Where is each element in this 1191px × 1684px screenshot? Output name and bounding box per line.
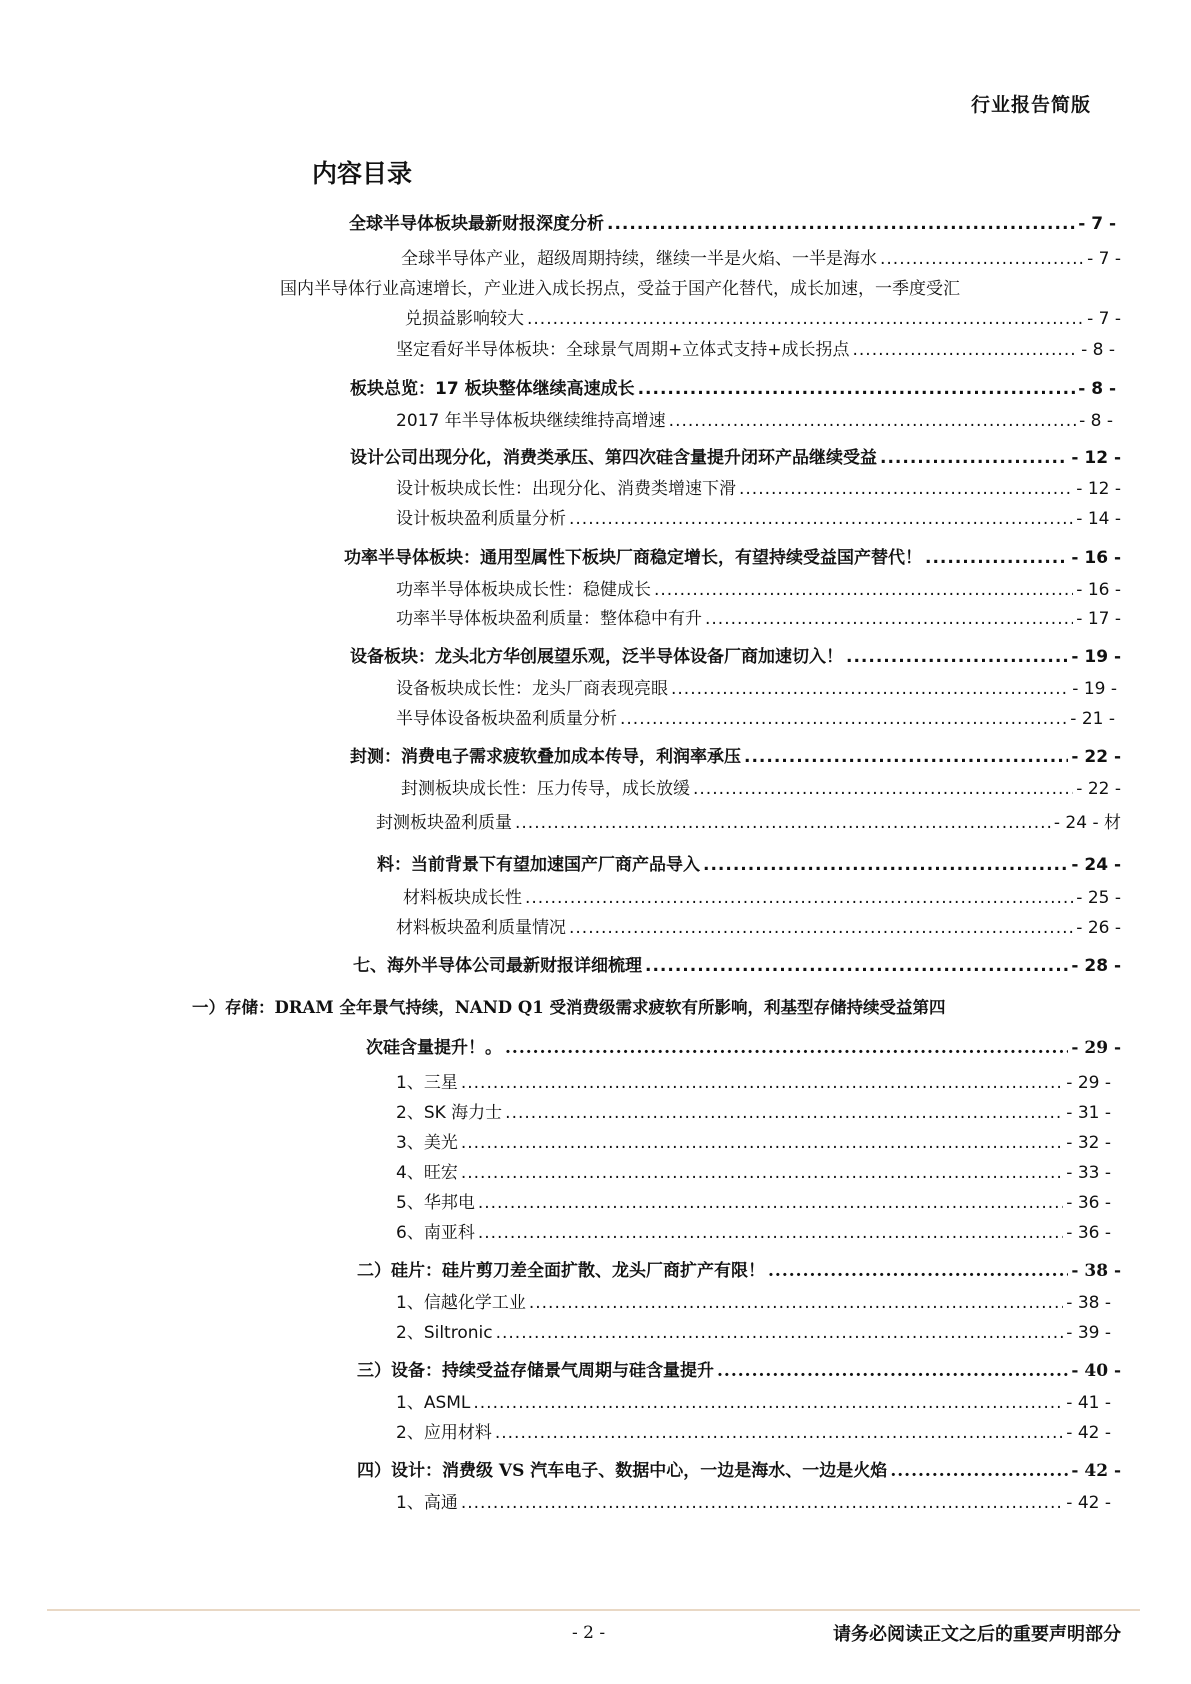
toc-leader bbox=[739, 477, 1073, 501]
toc-entry-page: - 42 - bbox=[1066, 1493, 1111, 1513]
toc-entry-text: 七、海外半导体公司最新财报详细梳理 bbox=[353, 956, 642, 976]
toc-entry-text: 2、应用材料 bbox=[396, 1423, 492, 1443]
toc-entry-text: 二）硅片：硅片剪刀差全面扩散、龙头厂商扩产有限！ bbox=[357, 1261, 765, 1281]
footer-divider bbox=[47, 1609, 1140, 1611]
toc-entry[interactable] bbox=[396, 1131, 1111, 1155]
toc-leader bbox=[461, 1161, 1063, 1185]
toc-entry-page: - 16 - bbox=[1071, 548, 1121, 568]
page-number: - 2 - bbox=[572, 1623, 606, 1643]
toc-entry-page: - 16 - bbox=[1076, 580, 1121, 600]
toc-entry-page: - 19 - bbox=[1072, 679, 1117, 699]
toc-entry[interactable] bbox=[396, 1221, 1111, 1245]
toc-entry[interactable] bbox=[350, 446, 1121, 470]
toc-leader bbox=[925, 546, 1068, 570]
toc-entry-page: - 8 - bbox=[1081, 340, 1115, 360]
toc-entry-text: 2017 年半导体板块继续维持高增速 bbox=[396, 411, 666, 431]
toc-leader bbox=[846, 645, 1068, 669]
toc-leader bbox=[645, 954, 1068, 978]
toc-leader bbox=[515, 811, 1051, 835]
toc-leader bbox=[527, 307, 1084, 331]
toc-entry-text: 4、旺宏 bbox=[396, 1163, 458, 1183]
toc-entry-text: 1、信越化学工业 bbox=[396, 1293, 526, 1313]
toc-entry-page: - 14 - bbox=[1076, 509, 1121, 529]
toc-entry-page: - 41 - bbox=[1066, 1393, 1111, 1413]
toc-leader bbox=[880, 446, 1068, 470]
toc-entry-text: 功率半导体板块：通用型属性下板块厂商稳定增长，有望持续受益国产替代！ bbox=[344, 548, 922, 568]
toc-leader bbox=[880, 247, 1084, 271]
toc-leader bbox=[669, 409, 1076, 433]
toc-entry-text: 1、三星 bbox=[396, 1073, 458, 1093]
toc-entry[interactable] bbox=[349, 212, 1116, 236]
toc-entry-text: 半导体设备板块盈利质量分析 bbox=[396, 709, 617, 729]
toc-leader bbox=[671, 677, 1069, 701]
toc-entry[interactable] bbox=[396, 477, 1121, 501]
toc-entry-text: 2、Siltronic bbox=[396, 1323, 493, 1343]
toc-entry[interactable] bbox=[357, 1459, 1121, 1483]
toc-entry[interactable] bbox=[396, 1491, 1111, 1515]
toc-entry[interactable] bbox=[396, 1071, 1111, 1095]
toc-entry-page: - 40 - bbox=[1071, 1361, 1121, 1381]
toc-entry-page: - 17 - bbox=[1076, 609, 1121, 629]
toc-entry-text: 功率半导体板块成长性：稳健成长 bbox=[396, 580, 651, 600]
toc-entry-text: 坚定看好半导体板块：全球景气周期+立体式支持+成长拐点 bbox=[396, 340, 850, 360]
toc-leader bbox=[654, 578, 1073, 602]
toc-entry-page: - 39 - bbox=[1066, 1323, 1111, 1343]
toc-entry-page: - 31 - bbox=[1066, 1103, 1111, 1123]
toc-entry-text: 全球半导体板块最新财报深度分析 bbox=[349, 214, 604, 234]
toc-entry[interactable] bbox=[376, 811, 1121, 835]
toc-entry-text: 四）设计：消费级 VS 汽车电子、数据中心，一边是海水、一边是火焰 bbox=[357, 1461, 888, 1481]
toc-entry[interactable] bbox=[396, 338, 1115, 362]
toc-entry-text: 封测板块成长性：压力传导，成长放缓 bbox=[401, 779, 690, 799]
toc-leader bbox=[529, 1291, 1063, 1315]
toc-entry-page: - 28 - bbox=[1071, 956, 1121, 976]
toc-entry-page: - 38 - bbox=[1066, 1293, 1111, 1313]
toc-entry-text: 1、ASML bbox=[396, 1393, 471, 1413]
toc-entry-page: - 38 - bbox=[1071, 1261, 1121, 1281]
toc-entry-page: - 33 - bbox=[1066, 1163, 1111, 1183]
toc-leader bbox=[495, 1421, 1063, 1445]
toc-entry[interactable] bbox=[396, 1421, 1111, 1445]
toc-entry[interactable] bbox=[396, 607, 1121, 631]
toc-leader bbox=[620, 707, 1067, 731]
toc-entry-page: - 42 - bbox=[1071, 1461, 1121, 1481]
toc-entry[interactable] bbox=[396, 916, 1121, 940]
toc-entry[interactable] bbox=[396, 1101, 1111, 1125]
toc-entry[interactable] bbox=[377, 853, 1121, 877]
report-type-label: 行业报告简版 bbox=[970, 94, 1091, 116]
toc-entry[interactable] bbox=[353, 954, 1121, 978]
toc-entry[interactable] bbox=[396, 578, 1121, 602]
toc-entry-text: 封测板块盈利质量 bbox=[376, 813, 512, 833]
toc-entry[interactable] bbox=[366, 1036, 1121, 1060]
toc-entry-page: - 24 - bbox=[1071, 855, 1121, 875]
toc-entry-text: 5、华邦电 bbox=[396, 1193, 475, 1213]
toc-leader bbox=[461, 1131, 1063, 1155]
toc-leader bbox=[717, 1359, 1068, 1383]
toc-entry-page: - 7 - bbox=[1087, 249, 1121, 269]
toc-entry-page: - 29 - bbox=[1071, 1038, 1121, 1058]
toc-leader bbox=[768, 1259, 1068, 1283]
toc-entry-text: 2、SK 海力士 bbox=[396, 1103, 503, 1123]
toc-entry[interactable] bbox=[357, 1359, 1121, 1383]
toc-entry[interactable] bbox=[357, 1259, 1121, 1283]
toc-leader bbox=[693, 777, 1073, 801]
toc-entry[interactable] bbox=[396, 1191, 1111, 1215]
toc-leader bbox=[705, 607, 1073, 631]
toc-entry-text: 材料板块盈利质量情况 bbox=[396, 918, 566, 938]
toc-entry-text: 设备板块成长性：龙头厂商表现亮眼 bbox=[396, 679, 668, 699]
toc-entry-text[interactable]: 一）存储：DRAM 全年景气持续，NAND Q1 受消费级需求疲软有所影响，利基型存储持续受益第四 bbox=[192, 998, 946, 1017]
toc-entry-page: - 19 - bbox=[1071, 647, 1121, 667]
toc-entry[interactable] bbox=[396, 1161, 1111, 1185]
toc-entry[interactable] bbox=[396, 1321, 1111, 1345]
toc-leader bbox=[703, 853, 1068, 877]
toc-leader bbox=[496, 1321, 1064, 1345]
toc-entry[interactable] bbox=[396, 507, 1121, 531]
toc-entry-page: - 32 - bbox=[1066, 1133, 1111, 1153]
toc-leader bbox=[890, 1459, 1068, 1483]
toc-entry[interactable] bbox=[396, 1391, 1111, 1415]
toc-entry[interactable] bbox=[396, 409, 1113, 433]
toc-entry-page: - 12 - bbox=[1076, 479, 1121, 499]
toc-entry-page: - 7 - bbox=[1078, 214, 1116, 234]
toc-entry-page: - 12 - bbox=[1071, 448, 1121, 468]
toc-leader bbox=[461, 1071, 1063, 1095]
toc-entry-page: - 8 - bbox=[1078, 379, 1116, 399]
toc-entry-page: - 21 - bbox=[1070, 709, 1115, 729]
toc-entry-page: - 36 - bbox=[1066, 1193, 1111, 1213]
toc-entry-page: - 25 - bbox=[1076, 888, 1121, 908]
toc-leader bbox=[461, 1491, 1063, 1515]
toc-entry-page: - 7 - bbox=[1087, 309, 1121, 329]
toc-entry-text: 功率半导体板块盈利质量：整体稳中有升 bbox=[396, 609, 702, 629]
toc-entry-text: 6、南亚科 bbox=[396, 1223, 475, 1243]
footer-disclaimer: 请务必阅读正文之后的重要声明部分 bbox=[833, 1624, 1121, 1645]
toc-entry-text: 材料板块成长性 bbox=[403, 888, 522, 908]
toc-leader bbox=[744, 745, 1068, 769]
toc-entry-page: - 22 - bbox=[1071, 747, 1121, 767]
toc-entry-text: 三）设备：持续受益存储景气周期与硅含量提升 bbox=[357, 1361, 714, 1381]
toc-entry-text: 封测：消费电子需求疲软叠加成本传导，利润率承压 bbox=[350, 747, 741, 767]
toc-leader bbox=[853, 338, 1079, 362]
toc-leader bbox=[505, 1036, 1068, 1060]
toc-entry-page: - 24 - 材 bbox=[1053, 813, 1121, 833]
toc-entry-text: 料：当前背景下有望加速国产厂商产品导入 bbox=[377, 855, 700, 875]
toc-entry-text[interactable]: 国内半导体行业高速增长，产业进入成长拐点，受益于国产化替代，成长加速，一季度受汇 bbox=[280, 279, 960, 299]
toc-entry-text: 3、美光 bbox=[396, 1133, 458, 1153]
toc-entry[interactable] bbox=[396, 707, 1115, 731]
toc-entry[interactable] bbox=[350, 645, 1121, 669]
toc-leader bbox=[525, 886, 1073, 910]
toc-entry[interactable] bbox=[403, 886, 1121, 910]
toc-entry-page: - 26 - bbox=[1076, 918, 1121, 938]
toc-entry[interactable] bbox=[396, 677, 1117, 701]
toc-entry-page: - 42 - bbox=[1066, 1423, 1111, 1443]
toc-entry-text: 设备板块：龙头北方华创展望乐观，泛半导体设备厂商加速切入！ bbox=[350, 647, 843, 667]
toc-entry-text: 次硅含量提升！。 bbox=[366, 1038, 502, 1058]
toc-entry-text: 1、高通 bbox=[396, 1493, 458, 1513]
toc-entry-text: 设计公司出现分化，消费类承压、第四次硅含量提升闭环产品继续受益 bbox=[350, 448, 877, 468]
toc-leader bbox=[569, 916, 1073, 940]
toc-entry-page: - 36 - bbox=[1066, 1223, 1111, 1243]
toc-entry[interactable] bbox=[350, 745, 1121, 769]
toc-entry[interactable] bbox=[405, 307, 1121, 331]
toc-title: 内容目录 bbox=[312, 159, 413, 188]
toc-leader bbox=[569, 507, 1073, 531]
toc-entry-text: 设计板块成长性：出现分化、消费类增速下滑 bbox=[396, 479, 736, 499]
toc-leader bbox=[607, 212, 1075, 236]
toc-entry-text: 板块总览：17 板块整体继续高速成长 bbox=[350, 379, 635, 399]
toc-entry-text: 设计板块盈利质量分析 bbox=[396, 509, 566, 529]
toc-entry[interactable] bbox=[396, 1291, 1111, 1315]
toc-entry-page: - 22 - bbox=[1076, 779, 1121, 799]
toc-entry-text: 全球半导体产业，超级周期持续，继续一半是火焰、一半是海水 bbox=[401, 249, 877, 269]
toc-leader bbox=[638, 377, 1076, 401]
toc-leader bbox=[505, 1101, 1063, 1125]
toc-entry-page: - 29 - bbox=[1066, 1073, 1111, 1093]
toc-entry[interactable] bbox=[401, 777, 1121, 801]
toc-leader bbox=[478, 1221, 1063, 1245]
toc-entry[interactable] bbox=[401, 247, 1121, 271]
toc-entry-page: - 8 - bbox=[1079, 411, 1113, 431]
toc-leader bbox=[478, 1191, 1063, 1215]
toc-entry[interactable] bbox=[350, 377, 1116, 401]
toc-entry[interactable] bbox=[344, 546, 1121, 570]
toc-entry-text: 兑损益影响较大 bbox=[405, 309, 524, 329]
toc-leader bbox=[473, 1391, 1063, 1415]
